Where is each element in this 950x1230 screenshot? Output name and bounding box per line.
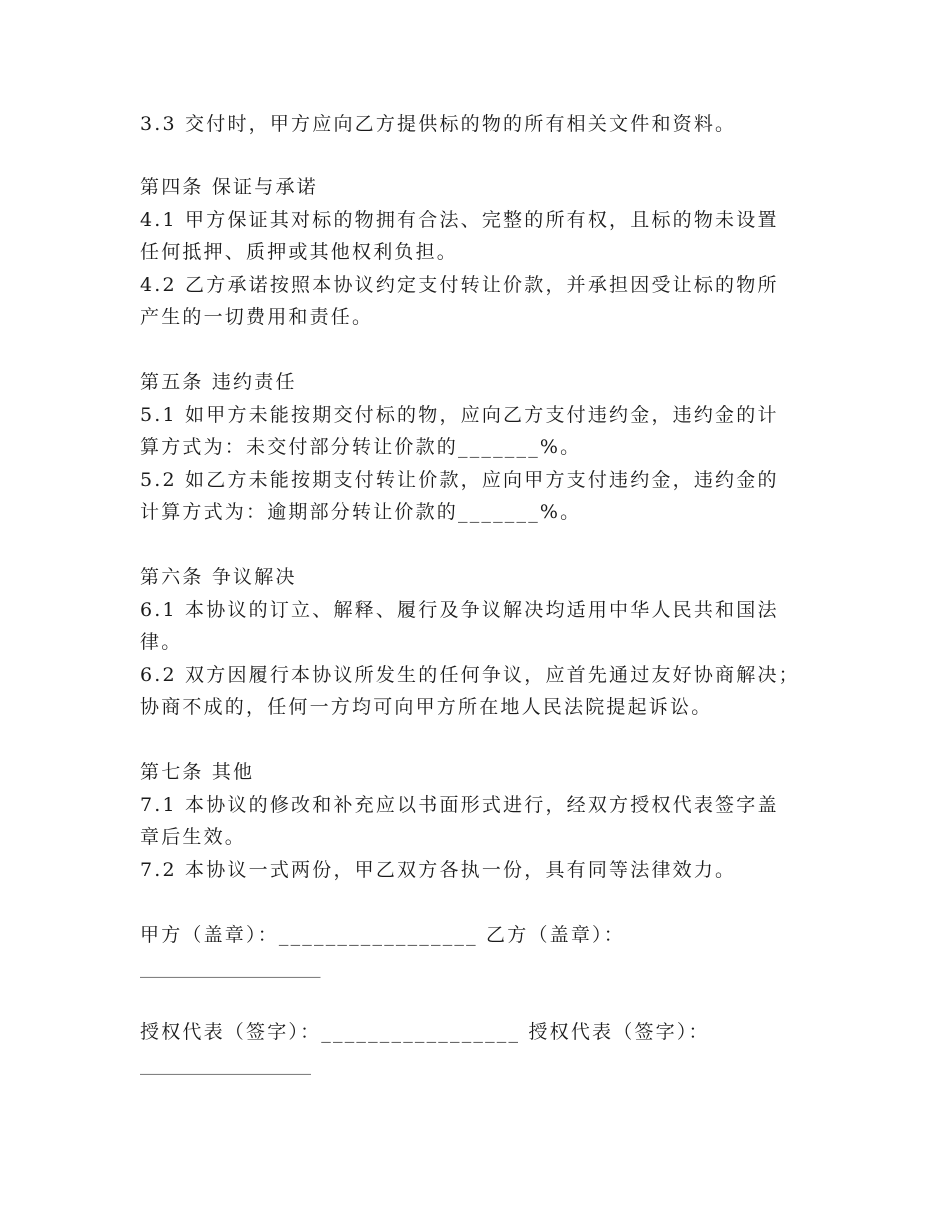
party-seal-line: 甲方（盖章）：_________________ 乙方（盖章）： [140, 924, 625, 946]
clause-6-1-line-1: 6.1 本协议的订立、解释、履行及争议解决均适用中华人民共和国法 [140, 599, 779, 621]
clause-6-2-line-1: 6.2 双方因履行本协议所发生的任何争议，应首先通过友好协商解决； [140, 664, 800, 686]
clause-7-2: 7.2 本协议一式两份，甲乙双方各执一份，具有同等法律效力。 [140, 859, 737, 881]
clause-5-1-line-2: 算方式为：未交付部分转让价款的_______%。 [140, 436, 582, 458]
article-5-title: 第五条 违约责任 [140, 371, 297, 393]
clause-4-1-line-1: 4.1 甲方保证其对标的物拥有合法、完整的所有权，且标的物未设置 [140, 209, 779, 231]
clause-5-2-line-1: 5.2 如乙方未能按期支付转让价款，应向甲方支付违约金，违约金的 [140, 469, 779, 491]
party-b-seal-blank: ___________________ [140, 956, 321, 978]
article-4-title: 第四条 保证与承诺 [140, 176, 318, 198]
article-7-title: 第七条 其他 [140, 761, 255, 783]
clause-4-1-line-2: 任何抵押、质押或其他权利负担。 [140, 241, 459, 263]
clause-5-1-line-1: 5.1 如甲方未能按期交付标的物，应向乙方支付违约金，违约金的计 [140, 404, 779, 426]
clause-7-1-line-2: 章后生效。 [140, 826, 247, 848]
clause-3-3: 3.3 交付时，甲方应向乙方提供标的物的所有相关文件和资料。 [140, 113, 737, 135]
clause-6-2-line-2: 协商不成的，任何一方均可向甲方所在地人民法院提起诉讼。 [140, 696, 713, 718]
clause-5-2-line-2: 计算方式为：逾期部分转让价款的_______%。 [140, 501, 582, 523]
representative-b-sign-blank: __________________ [140, 1053, 311, 1075]
article-6-title: 第六条 争议解决 [140, 566, 297, 588]
representative-sign-line: 授权代表（签字）：_________________ 授权代表（签字）： [140, 1021, 710, 1043]
clause-7-1-line-1: 7.1 本协议的修改和补充应以书面形式进行，经双方授权代表签字盖 [140, 794, 779, 816]
clause-4-2-line-2: 产生的一切费用和责任。 [140, 306, 374, 328]
clause-6-1-line-2: 律。 [140, 631, 183, 653]
clause-4-2-line-1: 4.2 乙方承诺按照本协议约定支付转让价款，并承担因受让标的物所 [140, 274, 779, 296]
